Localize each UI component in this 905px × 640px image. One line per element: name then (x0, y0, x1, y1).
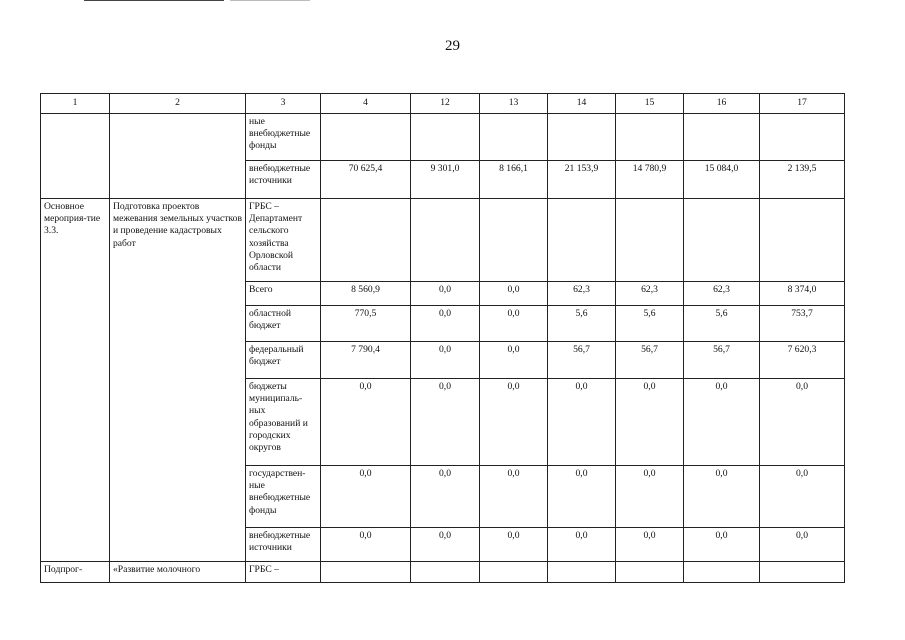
value-cell: 0,0 (480, 282, 548, 306)
value-cell: 0,0 (411, 528, 480, 562)
value-cell (760, 562, 845, 583)
value-cell: 15 084,0 (684, 161, 760, 199)
value-cell: 5,6 (684, 306, 760, 342)
funding-source-cell: ГРБС – Департамент сельского хозяйства Орловской области (246, 199, 321, 282)
value-cell: 0,0 (411, 282, 480, 306)
col-header: 3 (246, 94, 321, 114)
value-cell: 2 139,5 (760, 161, 845, 199)
table-row (41, 562, 845, 583)
value-cell: 14 780,9 (616, 161, 684, 199)
value-cell (684, 562, 760, 583)
value-cell: 0,0 (616, 379, 684, 466)
value-cell: 0,0 (684, 466, 760, 528)
value-cell: 62,3 (548, 282, 616, 306)
value-cell (321, 114, 411, 161)
col-header: 15 (616, 94, 684, 114)
funding-source-cell: ные внебюджетные фонды (246, 114, 321, 161)
col-header: 2 (110, 94, 246, 114)
table-row (41, 114, 845, 161)
value-cell: 5,6 (616, 306, 684, 342)
value-cell: 0,0 (684, 528, 760, 562)
value-cell: 0,0 (616, 528, 684, 562)
value-cell: 0,0 (411, 342, 480, 379)
value-cell (321, 562, 411, 583)
value-cell (480, 114, 548, 161)
activity-name-cell: Подготовка проектов межевания земельных участков и проведение кадастровых работ (110, 199, 246, 562)
value-cell: 0,0 (760, 466, 845, 528)
value-cell: 21 153,9 (548, 161, 616, 199)
top-rule-faint (230, 0, 310, 1)
activity-code-cell (41, 114, 110, 199)
value-cell: 0,0 (321, 379, 411, 466)
value-cell (760, 114, 845, 161)
value-cell (321, 199, 411, 282)
value-cell: 0,0 (548, 528, 616, 562)
value-cell: 0,0 (321, 528, 411, 562)
col-header: 12 (411, 94, 480, 114)
value-cell: 0,0 (411, 306, 480, 342)
value-cell (480, 562, 548, 583)
value-cell: 56,7 (684, 342, 760, 379)
col-header: 14 (548, 94, 616, 114)
funding-source-cell: государствен-ные внебюджетные фонды (246, 466, 321, 528)
value-cell: 0,0 (411, 379, 480, 466)
value-cell: 753,7 (760, 306, 845, 342)
col-header: 16 (684, 94, 760, 114)
value-cell: 9 301,0 (411, 161, 480, 199)
value-cell: 56,7 (616, 342, 684, 379)
value-cell (760, 199, 845, 282)
value-cell: 770,5 (321, 306, 411, 342)
col-header: 1 (41, 94, 110, 114)
table-row (41, 199, 845, 282)
value-cell (411, 562, 480, 583)
funding-source-cell: Всего (246, 282, 321, 306)
budget-table (40, 93, 845, 583)
value-cell (684, 199, 760, 282)
value-cell (411, 114, 480, 161)
activity-name-cell: «Развитие молочного (110, 562, 246, 583)
value-cell: 0,0 (411, 466, 480, 528)
value-cell: 0,0 (548, 466, 616, 528)
value-cell: 0,0 (480, 379, 548, 466)
value-cell: 5,6 (548, 306, 616, 342)
value-cell: 0,0 (760, 379, 845, 466)
funding-source-cell: ГРБС – (246, 562, 321, 583)
col-header: 17 (760, 94, 845, 114)
col-header: 4 (321, 94, 411, 114)
value-cell (548, 114, 616, 161)
value-cell: 0,0 (321, 466, 411, 528)
value-cell (684, 114, 760, 161)
value-cell: 0,0 (480, 342, 548, 379)
funding-source-cell: внебюджетные источники (246, 161, 321, 199)
value-cell: 56,7 (548, 342, 616, 379)
value-cell: 0,0 (548, 379, 616, 466)
value-cell: 8 560,9 (321, 282, 411, 306)
value-cell: 0,0 (480, 306, 548, 342)
funding-source-cell: областной бюджет (246, 306, 321, 342)
activity-name-cell (110, 114, 246, 199)
value-cell (548, 562, 616, 583)
value-cell (548, 199, 616, 282)
funding-source-cell: бюджеты муниципаль-ных образований и городских округов (246, 379, 321, 466)
value-cell: 0,0 (684, 379, 760, 466)
value-cell: 0,0 (760, 528, 845, 562)
value-cell: 62,3 (616, 282, 684, 306)
value-cell: 0,0 (480, 466, 548, 528)
value-cell: 70 625,4 (321, 161, 411, 199)
value-cell (616, 114, 684, 161)
col-header: 13 (480, 94, 548, 114)
value-cell: 7 620,3 (760, 342, 845, 379)
value-cell: 0,0 (480, 528, 548, 562)
value-cell: 62,3 (684, 282, 760, 306)
value-cell (616, 562, 684, 583)
top-rule (84, 0, 224, 1)
value-cell (480, 199, 548, 282)
value-cell (411, 199, 480, 282)
funding-source-cell: федеральный бюджет (246, 342, 321, 379)
funding-source-cell: внебюджетные источники (246, 528, 321, 562)
value-cell: 0,0 (616, 466, 684, 528)
column-number-row (41, 94, 845, 114)
value-cell (616, 199, 684, 282)
page-number: 29 (445, 38, 460, 54)
value-cell: 8 166,1 (480, 161, 548, 199)
value-cell: 7 790,4 (321, 342, 411, 379)
activity-code-cell: Подпрог- (41, 562, 110, 583)
value-cell: 8 374,0 (760, 282, 845, 306)
activity-code-cell: Основное мероприя-тие 3.3. (41, 199, 110, 562)
